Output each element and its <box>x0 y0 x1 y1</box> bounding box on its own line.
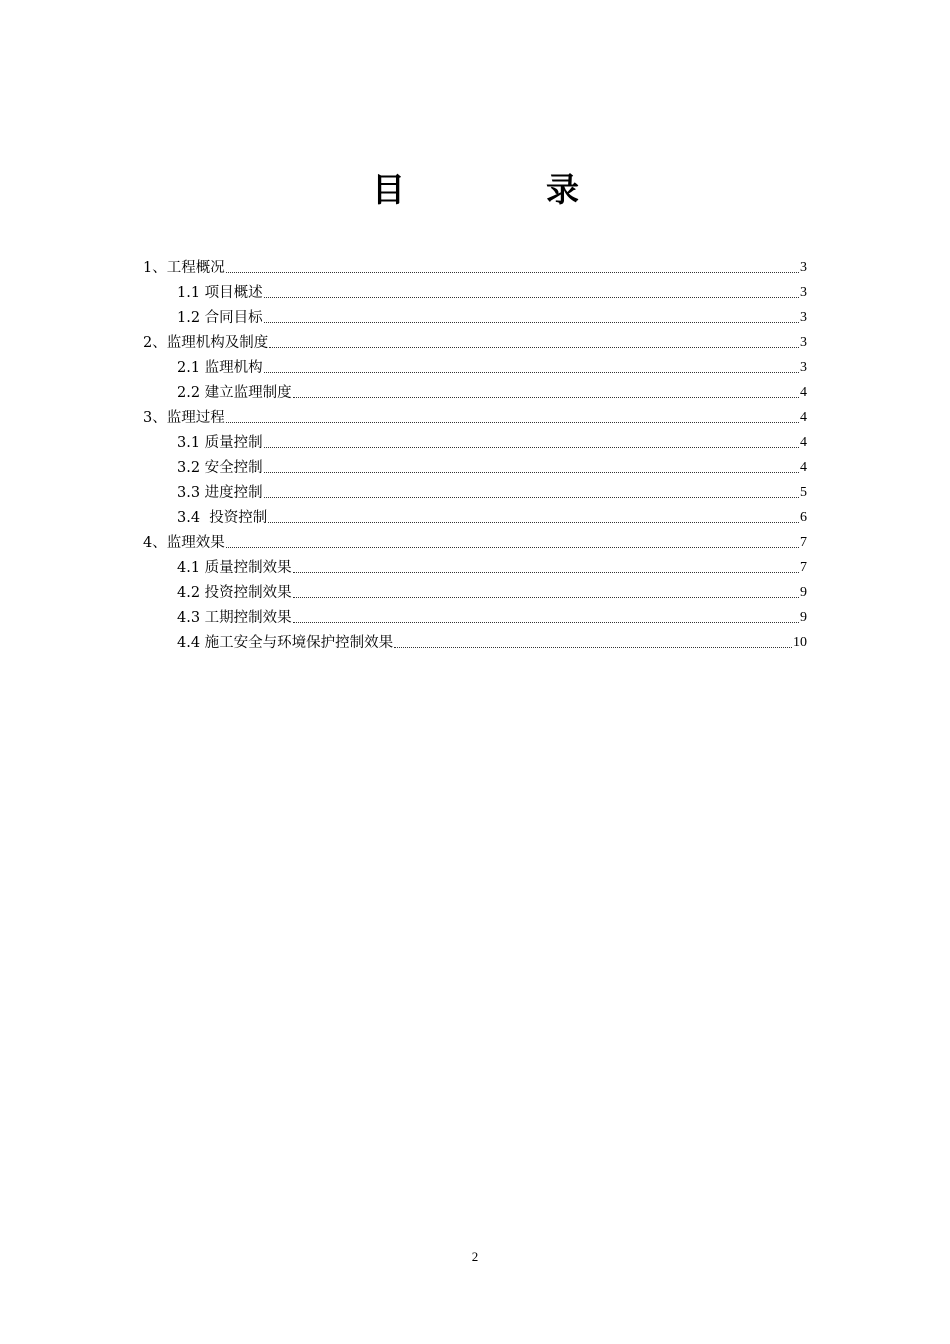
toc-entry[interactable] <box>177 378 807 403</box>
toc-entry-label: 1.2 合同目标 <box>177 310 263 326</box>
toc-leader-dots <box>268 521 799 523</box>
toc-entry-page: 9 <box>800 610 807 625</box>
toc-entry[interactable] <box>177 303 807 328</box>
toc-entry-label: 3.2 安全控制 <box>177 460 263 476</box>
toc-entry[interactable] <box>177 353 807 378</box>
toc-entry[interactable] <box>177 478 807 503</box>
toc-entry-label: 3.3 进度控制 <box>177 485 263 501</box>
toc-entry-label: 4.2 投资控制效果 <box>177 585 292 601</box>
toc-entry-label: 2.1 监理机构 <box>177 360 263 376</box>
toc-entry-page: 4 <box>800 410 807 425</box>
toc-entry-label: 3.4 投资控制 <box>177 510 268 526</box>
toc-leader-dots <box>264 296 799 298</box>
toc-entry-page: 3 <box>800 310 807 325</box>
toc-entry-label: 1、工程概况 <box>143 260 225 276</box>
page-number: 2 <box>471 1249 479 1264</box>
toc-title <box>0 170 950 214</box>
toc-entry[interactable] <box>143 328 807 353</box>
toc-entry-label: 1.1 项目概述 <box>177 285 263 301</box>
toc-entry-page: 4 <box>800 435 807 450</box>
toc-title-char-1: 目 <box>372 170 405 209</box>
toc-leader-dots <box>226 271 799 273</box>
toc-entry-page: 4 <box>800 460 807 475</box>
toc-entry-page: 5 <box>800 485 807 500</box>
toc-entry-page: 10 <box>793 635 807 650</box>
toc-leader-dots <box>394 646 792 648</box>
toc-entry[interactable] <box>143 528 807 553</box>
toc-entry[interactable] <box>177 553 807 578</box>
toc-entry-label: 3.1 质量控制 <box>177 435 263 451</box>
toc-leader-dots <box>293 621 799 623</box>
toc-entry-label: 3、监理过程 <box>143 410 225 426</box>
toc-entry-label: 4、监理效果 <box>143 535 225 551</box>
toc-leader-dots <box>293 596 799 598</box>
toc-entry-label: 4.4 施工安全与环境保护控制效果 <box>177 635 394 651</box>
toc-entry[interactable] <box>177 603 807 628</box>
toc-entry[interactable] <box>177 503 807 528</box>
toc-entry-page: 7 <box>800 535 807 550</box>
toc-entry-page: 3 <box>800 335 807 350</box>
toc-entry-label: 2.2 建立监理制度 <box>177 385 292 401</box>
toc-entry-label: 4.1 质量控制效果 <box>177 560 292 576</box>
toc-entry[interactable] <box>177 278 807 303</box>
toc-entry-label: 2、监理机构及制度 <box>143 335 269 351</box>
toc-leader-dots <box>226 546 799 548</box>
toc-entry[interactable] <box>143 403 807 428</box>
toc-leader-dots <box>293 396 799 398</box>
toc-entry-page: 3 <box>800 285 807 300</box>
toc-leader-dots <box>264 371 799 373</box>
toc-title-char-2: 录 <box>546 170 579 209</box>
toc-leader-dots <box>264 471 799 473</box>
toc-leader-dots <box>264 446 799 448</box>
toc-leader-dots <box>264 321 799 323</box>
toc-leader-dots <box>226 421 799 423</box>
toc-leader-dots <box>293 571 799 573</box>
toc-leader-dots <box>264 496 799 498</box>
toc-leader-dots <box>269 346 799 348</box>
toc-entry[interactable] <box>143 253 807 278</box>
toc-entry[interactable] <box>177 628 807 653</box>
toc-entry-label: 4.3 工期控制效果 <box>177 610 292 626</box>
toc-entry-page: 6 <box>800 510 807 525</box>
toc-entry-page: 9 <box>800 585 807 600</box>
toc-entry-page: 3 <box>800 360 807 375</box>
toc-entry[interactable] <box>177 578 807 603</box>
toc-entry-page: 3 <box>800 260 807 275</box>
toc-entry-page: 4 <box>800 385 807 400</box>
toc-entry[interactable] <box>177 453 807 478</box>
toc-entry[interactable] <box>177 428 807 453</box>
toc-entry-page: 7 <box>800 560 807 575</box>
